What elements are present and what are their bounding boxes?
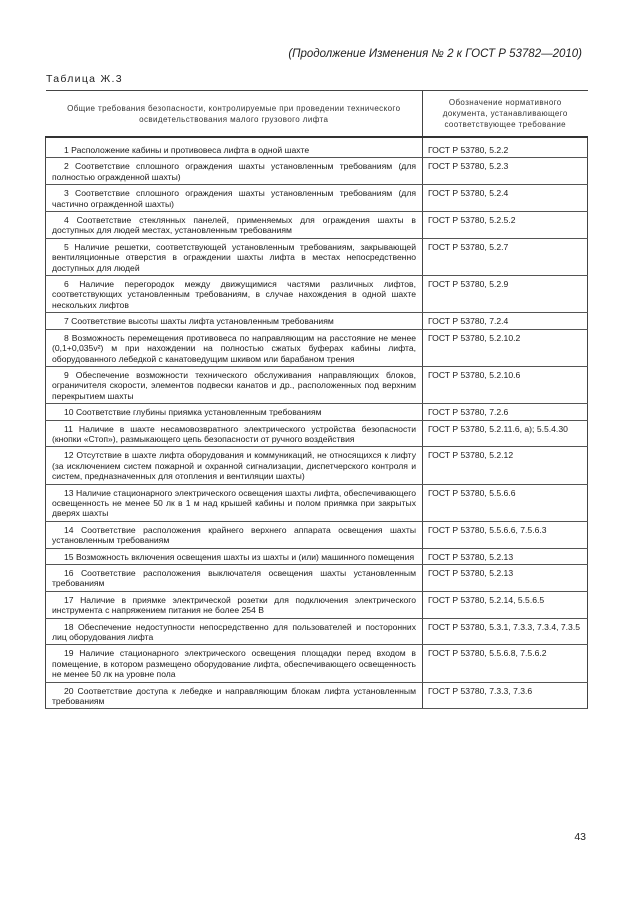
table-title: Таблица Ж.3 <box>46 73 123 85</box>
table-row <box>46 366 588 403</box>
requirement-cell: 19 Наличие стационарного электрического освещения площадки перед входом в помещение, в котором размещено оборудование лифта, обеспечивающего освещенность не менее 50 лк на уровне пола <box>46 645 423 682</box>
requirement-cell: 8 Возможность перемещения противовеса по направляющим на расстояние не менее (0,1+0,035v²) м при нахождении на полностью сжатых буферах кабины лифта, оборудованного лебедкой с канатоведущим шкивом или барабаном трения <box>46 329 423 366</box>
table-row <box>46 158 588 185</box>
requirement-cell: 10 Соответствие глубины приямка установленным требованиям <box>46 404 423 420</box>
table-row <box>46 313 588 329</box>
requirement-cell: 12 Отсутствие в шахте лифта оборудования и коммуникаций, не относящихся к лифту (за исключением систем пожарной и охранной сигнализации, диспетчерского контроля и систем, предназначенных для отопления и вентиляции шахты) <box>46 447 423 484</box>
table-row <box>46 645 588 682</box>
reference-cell: ГОСТ Р 53780, 5.2.14, 5.5.6.5 <box>423 591 588 618</box>
requirement-cell: 18 Обеспечение недоступности непосредственно для пользователей и посторонних лиц оборудования лифта <box>46 618 423 645</box>
amendment-note: (Продолжение Изменения № 2 к ГОСТ Р 53782—2010) <box>288 48 582 60</box>
requirement-cell: 16 Соответствие расположения выключателя освещения шахты установленным требованиям <box>46 565 423 592</box>
requirement-cell: 5 Наличие решетки, соответствующей установленным требованиям, закрывающей вентиляционные отверстия в ограждении шахты лифта в местах непосредственно доступных для людей <box>46 238 423 275</box>
requirement-cell: 2 Соответствие сплошного ограждения шахты установленным требованиям (для полностью огражденной шахты) <box>46 158 423 185</box>
reference-cell: ГОСТ Р 53780, 5.2.5.2 <box>423 212 588 239</box>
requirement-cell: 13 Наличие стационарного электрического освещения шахты лифта, обеспечивающего освещенность не менее 50 лк в 1 м над крышей кабины и полом приямка при закрытых дверях шахты <box>46 484 423 521</box>
reference-cell: ГОСТ Р 53780, 5.2.13 <box>423 548 588 564</box>
reference-cell: ГОСТ Р 53780, 5.2.4 <box>423 185 588 212</box>
reference-cell: ГОСТ Р 53780, 5.2.10.6 <box>423 366 588 403</box>
table-body <box>46 137 588 709</box>
reference-cell: ГОСТ Р 53780, 5.2.9 <box>423 276 588 313</box>
table-row <box>46 404 588 420</box>
table-row <box>46 565 588 592</box>
reference-cell: ГОСТ Р 53780, 7.2.6 <box>423 404 588 420</box>
requirement-cell: 6 Наличие перегородок между движущимися частями различных лифтов, соответствующих установленным требованиям, в случае нахождения в одной шахте нескольких лифтов <box>46 276 423 313</box>
requirement-cell: 9 Обеспечение возможности технического обслуживания направляющих блоков, ограничителя скорости, элементов подвески канатов и др., расположенных под верхним перекрытием шахты <box>46 366 423 403</box>
column-header-requirement: Общие требования безопасности, контролируемые при проведении технического освидетельствования малого грузового лифта <box>46 91 423 138</box>
requirement-cell: 7 Соответствие высоты шахты лифта установленным требованиям <box>46 313 423 329</box>
column-header-reference: Обозначение нормативного документа, устанавливающего соответствующее требование <box>423 91 588 138</box>
reference-cell: ГОСТ Р 53780, 5.5.6.8, 7.5.6.2 <box>423 645 588 682</box>
table-row <box>46 548 588 564</box>
reference-cell: ГОСТ Р 53780, 7.3.3, 7.3.6 <box>423 682 588 709</box>
reference-cell: ГОСТ Р 53780, 5.2.11.6, а); 5.5.4.30 <box>423 420 588 447</box>
requirement-cell: 15 Возможность включения освещения шахты из шахты и (или) машинного помещения <box>46 548 423 564</box>
requirement-cell: 4 Соответствие стеклянных панелей, применяемых для ограждения шахты в доступных для людей местах, установленным требованиям <box>46 212 423 239</box>
reference-cell: ГОСТ Р 53780, 7.2.4 <box>423 313 588 329</box>
table-row <box>46 484 588 521</box>
requirement-cell: 3 Соответствие сплошного ограждения шахты установленным требованиям (для частично огражденной шахты) <box>46 185 423 212</box>
table-row <box>46 591 588 618</box>
table-row <box>46 238 588 275</box>
requirement-cell: 20 Соответствие доступа к лебедке и направляющим блокам лифта установленным требованиям <box>46 682 423 709</box>
table-row <box>46 329 588 366</box>
requirement-cell: 1 Расположение кабины и противовеса лифта в одной шахте <box>46 137 423 158</box>
reference-cell: ГОСТ Р 53780, 5.2.3 <box>423 158 588 185</box>
table-row <box>46 420 588 447</box>
table-row <box>46 447 588 484</box>
reference-cell: ГОСТ Р 53780, 5.2.2 <box>423 137 588 158</box>
reference-cell: ГОСТ Р 53780, 5.5.6.6 <box>423 484 588 521</box>
table-row <box>46 521 588 548</box>
requirement-cell: 17 Наличие в приямке электрической розетки для подключения электрического инструмента с напряжением питания не более 254 В <box>46 591 423 618</box>
requirement-cell: 11 Наличие в шахте несамовозвратного электрического устройства безопасности (кнопки «Стоп»), размыкающего цепь безопасности от ручного воздействия <box>46 420 423 447</box>
requirement-cell: 14 Соответствие расположения крайнего верхнего аппарата освещения шахты установленным требованиям <box>46 521 423 548</box>
page-number: 43 <box>574 831 586 843</box>
reference-cell: ГОСТ Р 53780, 5.3.1, 7.3.3, 7.3.4, 7.3.5 <box>423 618 588 645</box>
requirements-table <box>45 90 588 709</box>
table-row <box>46 137 588 158</box>
table-row <box>46 185 588 212</box>
reference-cell: ГОСТ Р 53780, 5.2.12 <box>423 447 588 484</box>
table-header-row <box>46 91 588 138</box>
table-row <box>46 212 588 239</box>
table-row <box>46 682 588 709</box>
reference-cell: ГОСТ Р 53780, 5.2.7 <box>423 238 588 275</box>
table-row <box>46 618 588 645</box>
reference-cell: ГОСТ Р 53780, 5.5.6.6, 7.5.6.3 <box>423 521 588 548</box>
reference-cell: ГОСТ Р 53780, 5.2.13 <box>423 565 588 592</box>
table-row <box>46 276 588 313</box>
reference-cell: ГОСТ Р 53780, 5.2.10.2 <box>423 329 588 366</box>
